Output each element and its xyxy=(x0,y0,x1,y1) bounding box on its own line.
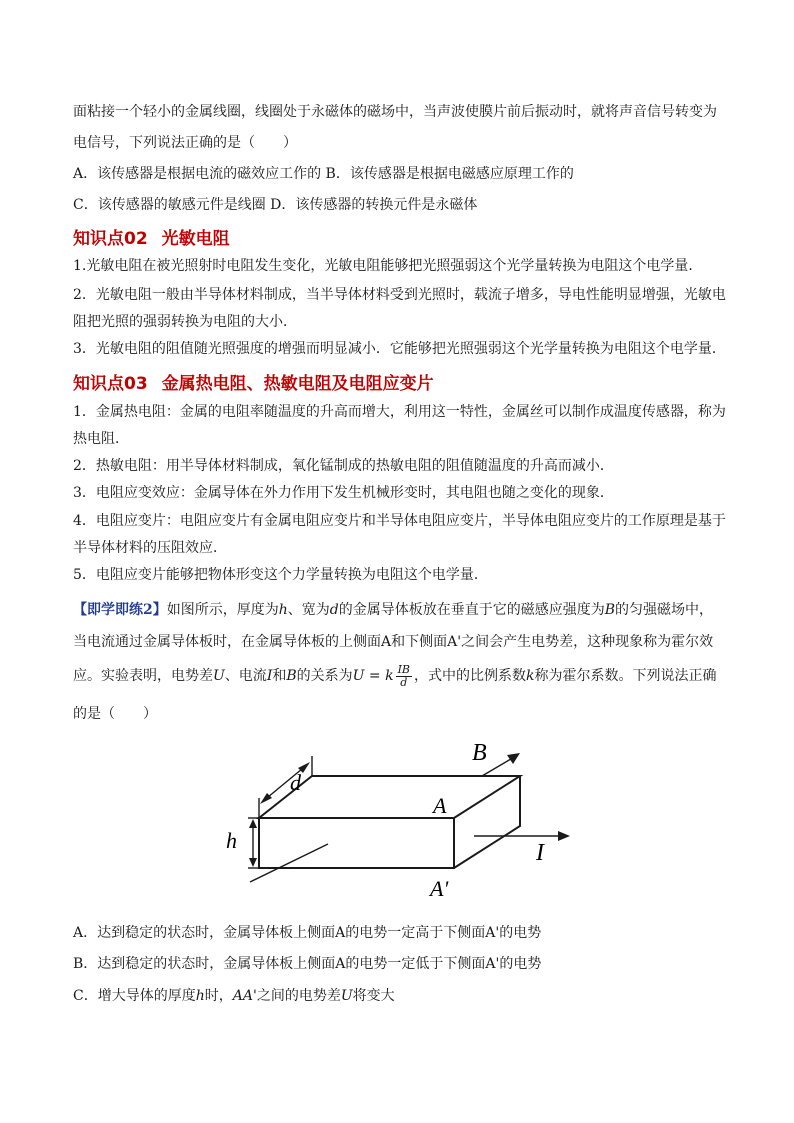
k03-point1-line2: 热电阻． xyxy=(73,431,129,447)
height-arrow-head-bottom xyxy=(249,858,257,867)
label-d: d xyxy=(290,770,301,795)
hall-equation-lhs: U = k xyxy=(352,668,394,684)
magnetic-field-arrow-head xyxy=(507,753,520,764)
k03-point5: 5．电阻应变片能够把物体形变这个力学量转换为电阻这个电学量． xyxy=(73,567,488,583)
q2-text: 的电势 xyxy=(499,956,542,972)
q2-text: 的匀强磁场中， xyxy=(615,602,714,618)
field-reference-line xyxy=(250,844,328,882)
q1-stem-line1: 面粘接一个轻小的金属线圈，线圈处于永磁体的磁场中，当声波使膜片前后振动时，就将声音信号转变为 xyxy=(73,104,717,120)
q2-text: 之间会产生电势差，这种现象称为霍尔效 xyxy=(461,634,714,650)
k02-point3: 3．光敏电阻的阻值随光照强度的增强而明显减小．它能够把光照强弱这个光学量转换为电阻这个电学量． xyxy=(73,341,726,357)
q2-text: 如图所示，厚度为 xyxy=(166,602,279,618)
label-a: A xyxy=(433,793,447,818)
var-u: U xyxy=(213,668,225,684)
q1-options-cd: C．该传感器的敏感元件是线圈 D．该传感器的转换元件是永磁体 xyxy=(73,197,478,213)
current-arrow-head xyxy=(558,831,570,841)
q2-tag: 【即学即练2】 xyxy=(73,602,167,618)
q2-option-b xyxy=(73,954,541,974)
k02-point1: 1.光敏电阻在被光照射时电阻发生变化，光敏电阻能够把光照强弱这个光学量转换为电阻这个电学量． xyxy=(73,258,703,274)
var-a-prime: A' xyxy=(485,956,500,972)
var-d: d xyxy=(329,602,339,618)
var-k: k xyxy=(526,668,535,684)
q2-text: 和 xyxy=(272,668,287,684)
k02-title: 光敏电阻 xyxy=(161,229,230,249)
q2-text: 的关系为 xyxy=(296,668,353,684)
var-h: h xyxy=(195,988,205,1004)
k02-point2-line1: 2．光敏电阻一般由半导体材料制成，当半导体材料受到光照时，载流子增多，导电性能明显增强，光敏电 xyxy=(73,287,726,303)
q2-line4: 的是（ ） xyxy=(73,706,157,722)
fraction-numerator: IB xyxy=(397,662,410,676)
var-b: B xyxy=(604,602,616,618)
plate-front-face xyxy=(259,818,454,868)
q1-stem-line2: 电信号，下列说法正确的是（ ） xyxy=(73,135,297,151)
q2-text: 应。实验表明，电势差 xyxy=(73,668,213,684)
var-i: I xyxy=(266,668,273,684)
k03-point3: 3．电阻应变效应：金属导体在外力作用下发生机械形变时，其电阻也随之变化的现象． xyxy=(73,485,614,501)
q2-text: C．增大导体的厚度 xyxy=(73,988,196,1004)
hall-equation-fraction xyxy=(396,664,412,689)
k02-point2-line2: 阻把光照的强弱转换为电阻的大小． xyxy=(73,314,297,330)
q2-text: 称为霍尔系数。下列说法正确 xyxy=(534,668,717,684)
plate-side-face xyxy=(454,776,520,868)
label-h: h xyxy=(226,828,237,853)
k02-number: 知识点02 xyxy=(73,229,148,249)
var-h: h xyxy=(278,602,288,618)
k02-heading xyxy=(73,224,230,249)
q2-line3 xyxy=(73,662,716,690)
k03-point4-line1: 4．电阻应变片：电阻应变片有金属电阻应变片和半导体电阻应变片，半导体电阻应变片的工作原理是基于 xyxy=(73,513,726,529)
k03-title: 金属热电阻、热敏电阻及电阻应变片 xyxy=(161,374,434,394)
q2-text: 、电流 xyxy=(224,668,267,684)
q2-text: 之间的电势差 xyxy=(256,988,341,1004)
k03-point1-line1: 1．金属热电阻：金属的电阻率随温度的升高而增大，利用这一特性，金属丝可以制作成温度传感器，称为 xyxy=(73,404,726,420)
label-a-prime: A' xyxy=(430,876,449,901)
q2-option-c xyxy=(73,986,395,1006)
q2-text: 当电流通过金属导体板时，在金属导体板的上侧面A和下侧面 xyxy=(73,634,448,650)
label-b: B xyxy=(472,740,487,766)
k03-point4-line2: 半导体材料的压阻效应． xyxy=(73,540,227,556)
var-b: B xyxy=(286,668,297,684)
var-a-prime: A' xyxy=(447,634,462,650)
q2-text: A．达到稳定的状态时，金属导体板上侧面A的电势一定高于下侧面 xyxy=(73,925,486,941)
q2-line2 xyxy=(73,632,713,652)
q2-option-a xyxy=(73,923,541,943)
q2-text: 时， xyxy=(204,988,233,1004)
var-u: U xyxy=(340,988,353,1004)
height-arrow-head-top xyxy=(249,819,257,828)
q1-options-ab: A．该传感器是根据电流的磁效应工作的 B．该传感器是根据电磁感应原理工作的 xyxy=(73,166,574,182)
k03-point2: 2．热敏电阻：用半导体材料制成，氧化锰制成的热敏电阻的阻值随温度的升高而减小． xyxy=(73,458,614,474)
var-aa-prime: AA' xyxy=(232,988,257,1004)
q2-text: 的金属导体板放在垂直于它的磁感应强度为 xyxy=(338,602,605,618)
q2-text: 、宽为 xyxy=(287,602,330,618)
q2-text: 的电势 xyxy=(499,925,542,941)
q2-text: B．达到稳定的状态时，金属导体板上侧面A的电势一定低于下侧面 xyxy=(73,956,486,972)
q2-text: 将变大 xyxy=(352,988,395,1004)
hall-effect-figure xyxy=(220,738,580,908)
var-a-prime: A' xyxy=(485,925,500,941)
label-i: I xyxy=(536,840,544,866)
k03-number: 知识点03 xyxy=(73,374,148,394)
k03-heading xyxy=(73,369,434,394)
fraction-denominator: d xyxy=(400,675,408,689)
q2-text: ，式中的比例系数 xyxy=(414,668,526,684)
q2-line1 xyxy=(73,600,713,620)
